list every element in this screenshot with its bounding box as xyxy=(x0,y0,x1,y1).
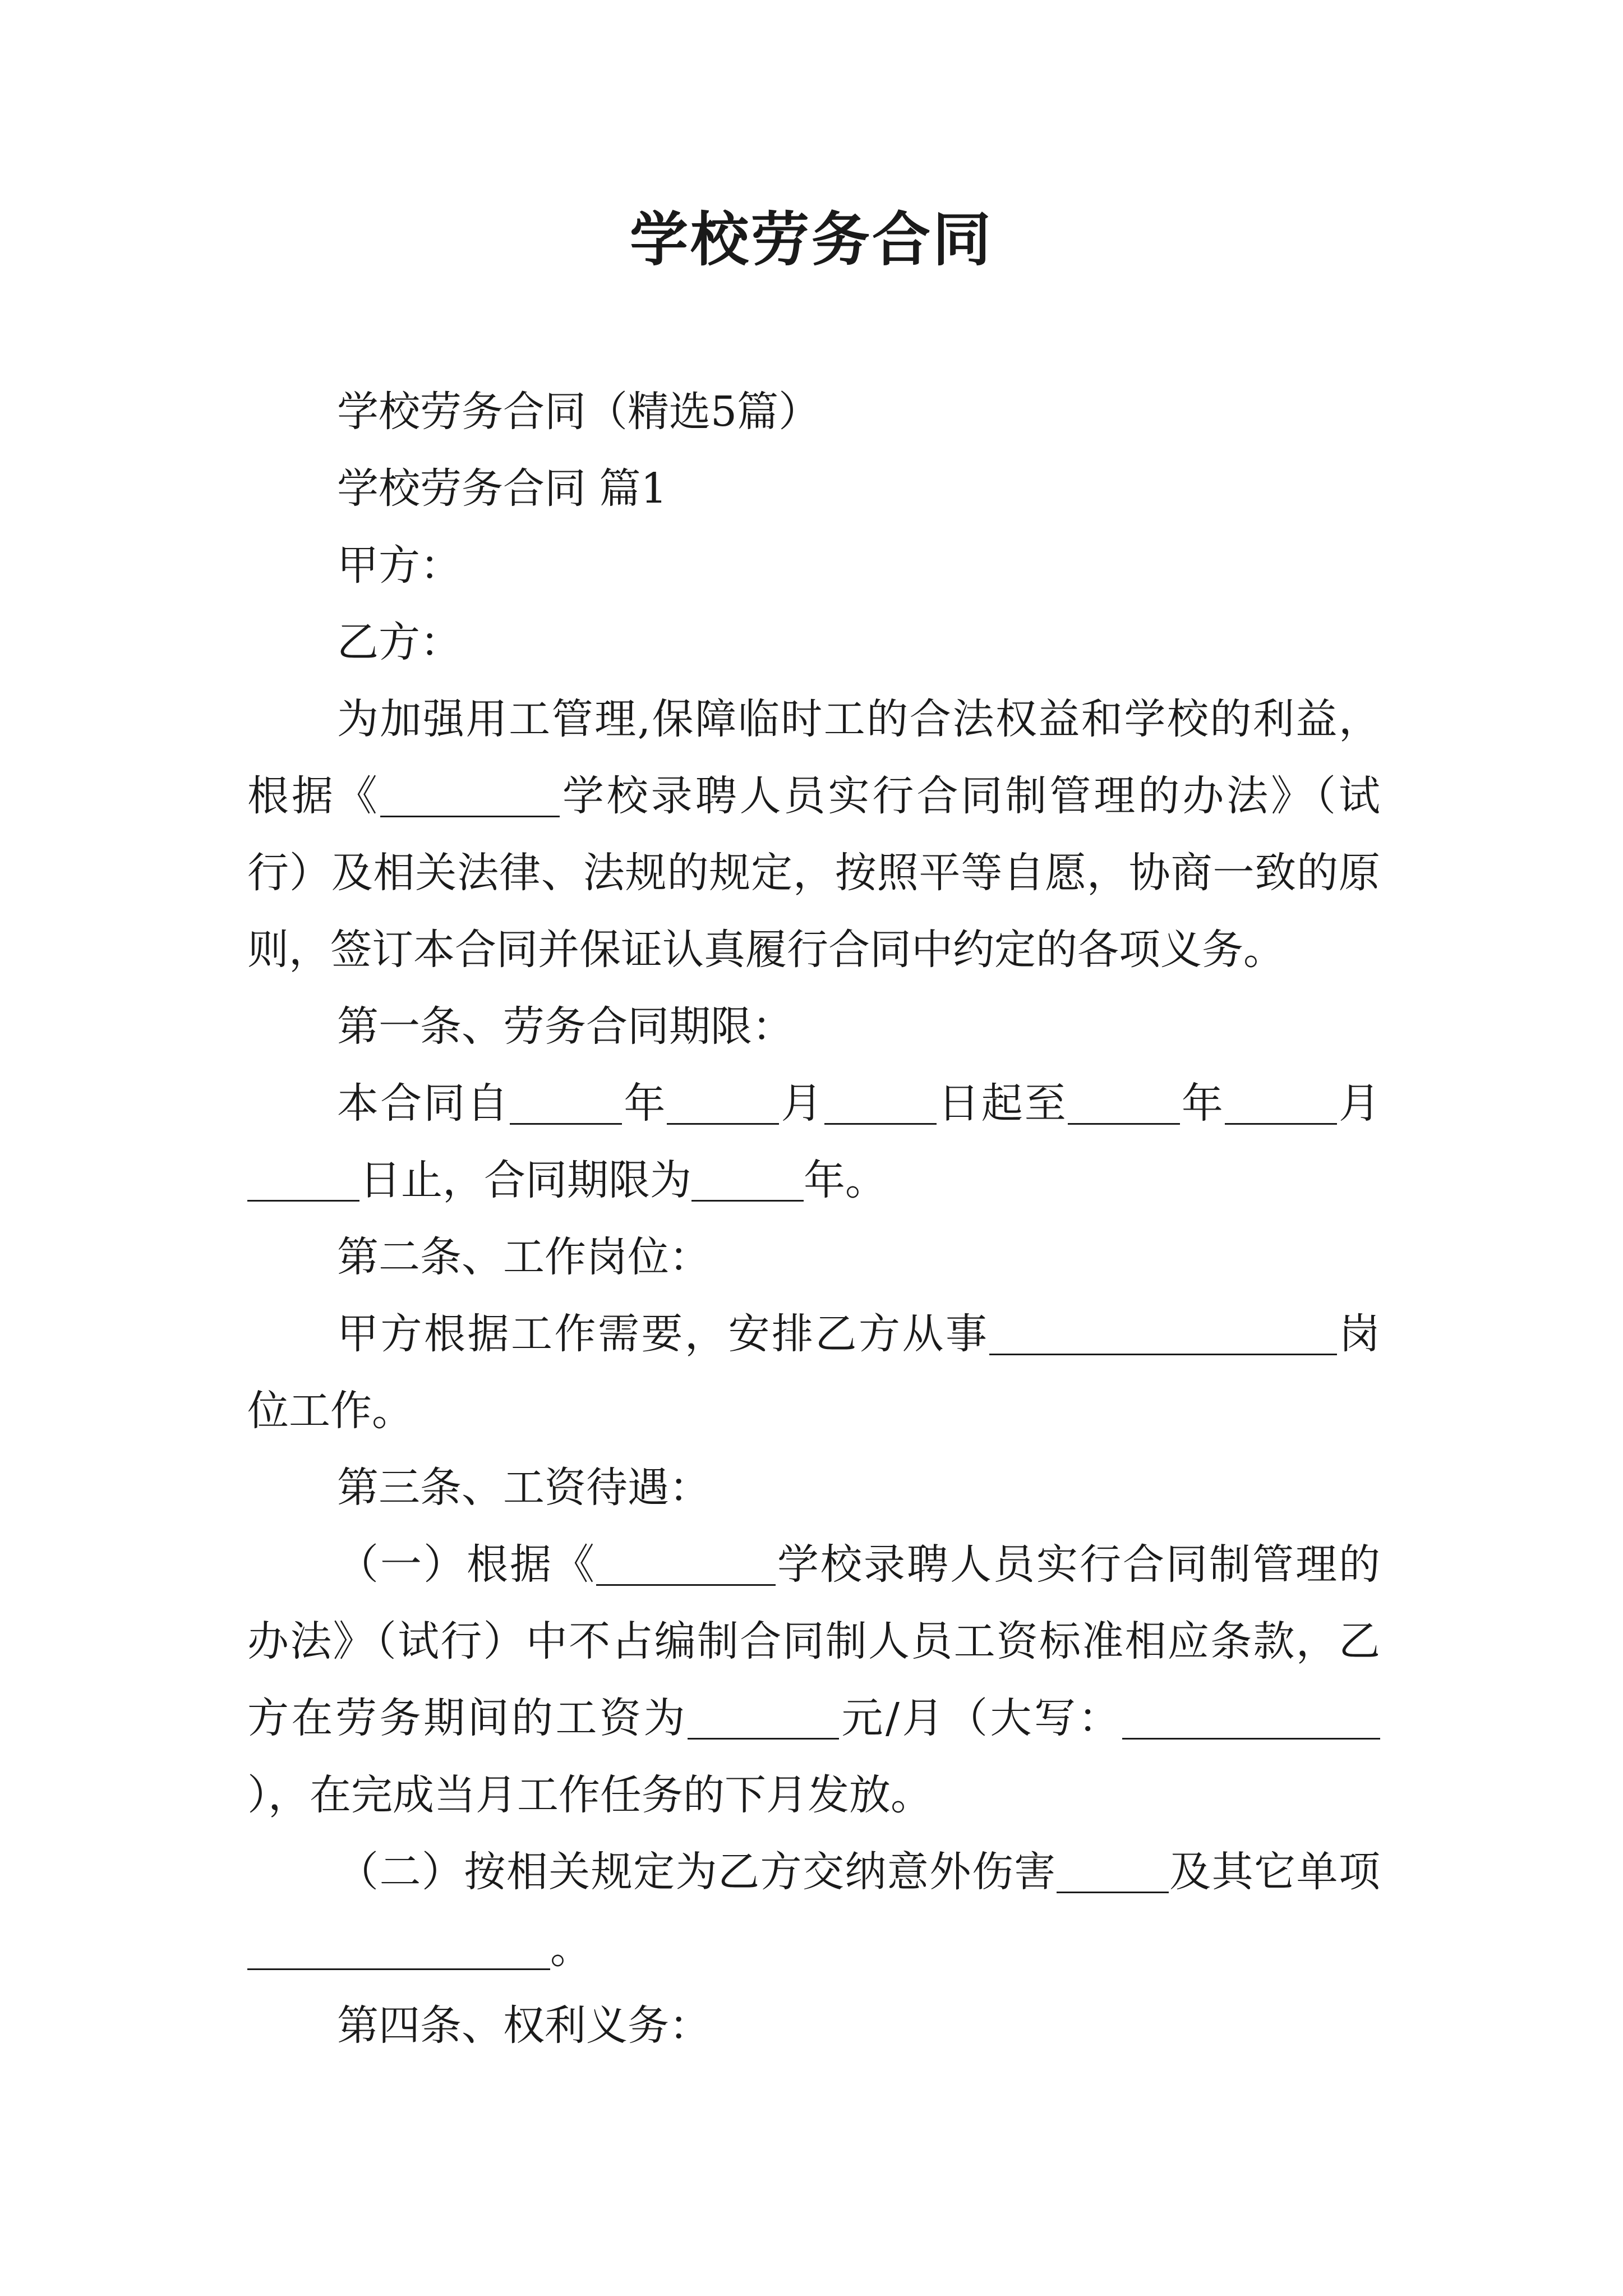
preamble-text-2: 学校录聘人员实行合同制管理的办法》（试行）及相关法律、法规的规定，按照平等自愿，协商一致的原则，签订本合同并保证认真履行合同中约定的各项义务。 xyxy=(247,772,1381,974)
term-text: 日起至 xyxy=(936,1079,1068,1128)
blank-line xyxy=(691,1161,804,1202)
wage-text: ），在完成当月工作任务的下月发放。 xyxy=(247,1771,932,1819)
blank-line xyxy=(667,1084,779,1125)
paragraph-article-1: 第一条、劳务合同期限： xyxy=(337,1002,794,1051)
wage-text: 学校录聘人员实行合同制管理的办法》（试行）中不占编制合同制人员工资标准相应条款，乙方在劳务期间的工资为 xyxy=(247,1540,1380,1742)
wage-text: 元/月（大写： xyxy=(839,1694,1123,1742)
term-text: 月 xyxy=(1336,1079,1381,1128)
blank-line xyxy=(380,776,560,817)
term-text: 本合同自 xyxy=(337,1079,510,1128)
wage-text: （一）根据《 xyxy=(337,1540,596,1589)
paragraph-article-4: 第四条、权利义务： xyxy=(337,2001,711,2050)
insurance-text: 及其它单项 xyxy=(1168,1848,1381,1896)
paragraph-preamble xyxy=(247,681,1380,988)
blank-line xyxy=(247,1929,550,1970)
document-title: 学校劳务合同 xyxy=(629,205,993,274)
paragraph-insurance xyxy=(247,1834,1380,1987)
paragraph-subtitle: 学校劳务合同（精选5篇） xyxy=(337,388,820,436)
paragraph-position xyxy=(247,1296,1380,1450)
blank-line xyxy=(688,1699,839,1740)
term-text: 年 xyxy=(1179,1079,1225,1128)
paragraph-party-b: 乙方： xyxy=(337,618,462,666)
paragraph-wage xyxy=(247,1526,1380,1834)
paragraph-party-a: 甲方： xyxy=(337,541,462,590)
term-text: 年 xyxy=(622,1079,667,1128)
blank-line xyxy=(1122,1699,1380,1740)
paragraph-article-2: 第二条、工作岗位： xyxy=(337,1233,711,1281)
blank-line xyxy=(1068,1084,1180,1125)
blank-line xyxy=(989,1314,1337,1355)
blank-line xyxy=(824,1084,937,1125)
insurance-text: 。 xyxy=(550,1925,592,1973)
preamble-text-1: 为加强用工管理,保障临时工的合法权益和学校的利益，根据《 xyxy=(247,695,1380,820)
blank-line xyxy=(510,1084,622,1125)
term-text: 月 xyxy=(779,1079,824,1128)
paragraph-article-3: 第三条、工资待遇： xyxy=(337,1464,711,1512)
paragraph-contract-term xyxy=(247,1065,1380,1219)
blank-line xyxy=(1057,1852,1169,1893)
blank-line xyxy=(596,1545,776,1586)
term-text: 日止，合同期限为 xyxy=(359,1156,691,1204)
insurance-text: （二）按相关规定为乙方交纳意外伤害 xyxy=(337,1848,1057,1896)
position-text: 甲方根据工作需要，安排乙方从事 xyxy=(337,1310,989,1358)
position-text: 岗位工作。 xyxy=(247,1310,1380,1435)
blank-line xyxy=(1225,1084,1337,1125)
blank-line xyxy=(247,1161,359,1202)
paragraph-section-heading: 学校劳务合同 篇1 xyxy=(337,464,667,513)
term-text: 年。 xyxy=(804,1156,887,1204)
document-body xyxy=(247,374,1380,2064)
